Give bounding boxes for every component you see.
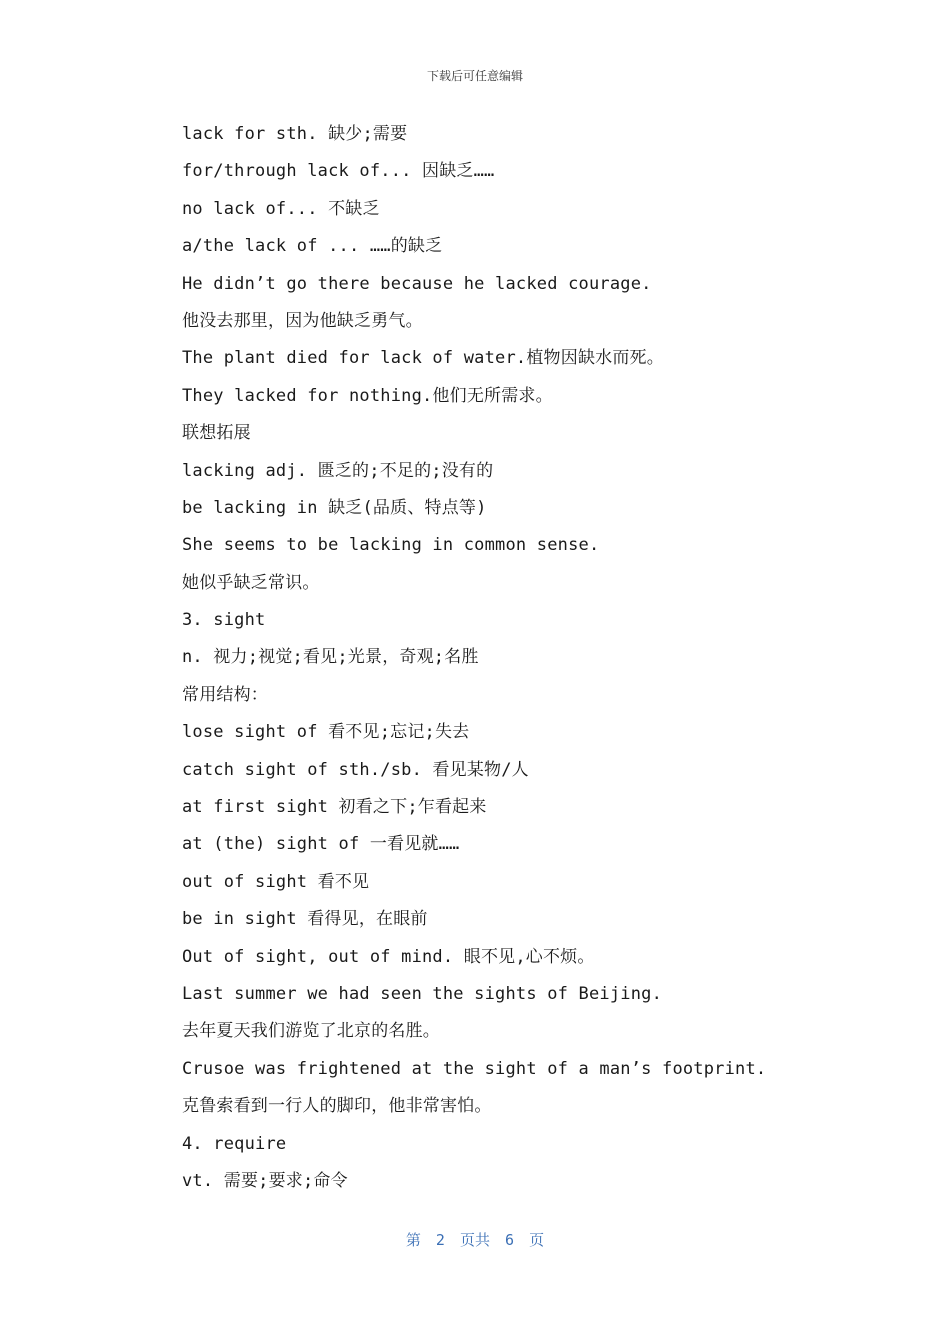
text-line: Last summer we had seen the sights of Beijing.	[182, 983, 663, 1004]
text-line: 他没去那里，因为他缺乏勇气。	[182, 310, 423, 331]
text-line: no lack of... 不缺乏	[182, 198, 380, 219]
text-line: Crusoe was frightened at the sight of a man’s footprint.	[182, 1058, 767, 1079]
document-body	[182, 122, 882, 1206]
text-line: be in sight 看得见，在眼前	[182, 909, 428, 930]
text-line: lose sight of 看不见;忘记;失去	[182, 722, 470, 743]
text-line: lacking adj. 匮乏的;不足的;没有的	[182, 460, 494, 481]
text-line: They lacked for nothing.他们无所需求。	[182, 385, 553, 406]
text-line: 去年夏天我们游览了北京的名胜。	[182, 1021, 440, 1042]
text-line: at first sight 初看之下;乍看起来	[182, 797, 487, 818]
text-line: 她似乎缺乏常识。	[182, 572, 320, 593]
text-line: for/through lack of... 因缺乏……	[182, 161, 495, 182]
page-footer: 第 2 页共 6 页	[405, 1231, 545, 1249]
text-line: lack for sth. 缺少;需要	[182, 124, 408, 144]
section-heading: 常用结构：	[182, 684, 268, 705]
text-line: The plant died for lack of water.植物因缺水而死。	[182, 348, 664, 369]
text-line: catch sight of sth./sb. 看见某物/人	[182, 759, 529, 780]
section-heading: 3. sight	[182, 610, 266, 631]
text-line: at (the) sight of 一看见就……	[182, 834, 460, 855]
text-line: n. 视力;视觉;看见;光景，奇观;名胜	[182, 647, 479, 668]
section-heading: 联想拓展	[182, 423, 251, 444]
text-line: out of sight 看不见	[182, 871, 370, 892]
text-line: a/the lack of ... ……的缺乏	[182, 236, 443, 257]
text-line: She seems to be lacking in common sense.	[182, 535, 600, 556]
text-line: be lacking in 缺乏(品质、特点等)	[182, 497, 487, 518]
page-header: 下载后可任意编辑	[426, 69, 523, 83]
text-line: vt. 需要;要求;命令	[182, 1170, 348, 1191]
section-heading: 4. require	[182, 1133, 287, 1154]
text-line: 克鲁索看到一行人的脚印，他非常害怕。	[182, 1096, 492, 1117]
text-line: He didn’t go there because he lacked courage.	[182, 273, 652, 294]
text-line: Out of sight, out of mind. 眼不见,心不烦。	[182, 946, 595, 967]
